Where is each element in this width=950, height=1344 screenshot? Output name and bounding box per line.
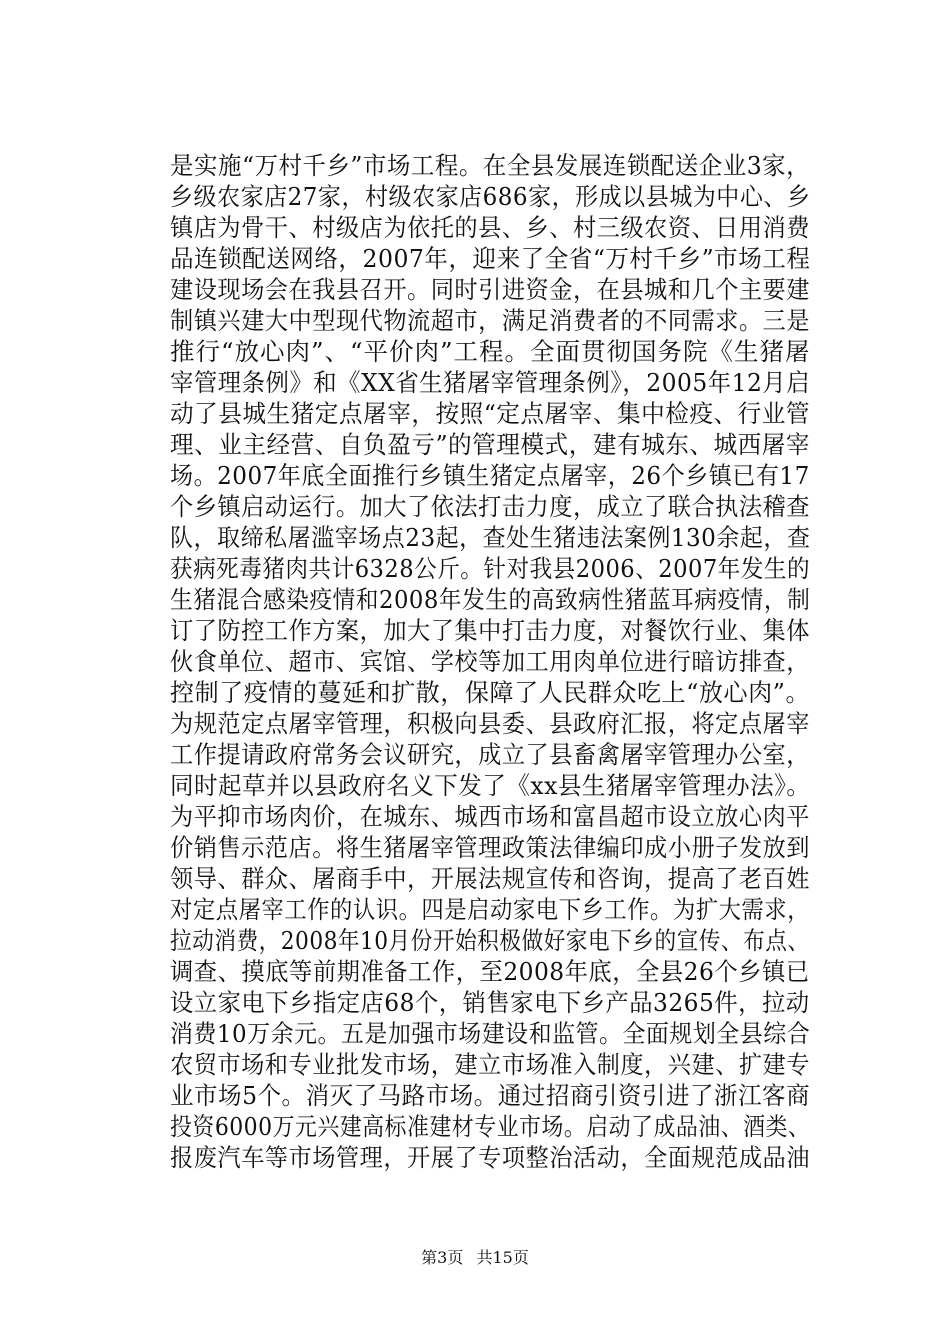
text-line: 制镇兴建大中型现代物流超市，满足消费者的不同需求。三是: [170, 306, 810, 335]
text-line: 订了防控工作方案，加大了集中打击力度，对餐饮行业、集体: [170, 616, 810, 645]
text-line: 价销售示范店。将生猪屠宰管理政策法律编印成小册子发放到: [170, 833, 810, 862]
text-line: 控制了疫情的蔓延和扩散，保障了人民群众吃上“放心肉”。: [170, 678, 811, 707]
body-text: [170, 150, 810, 1173]
text-line: 设立家电下乡指定店68个，销售家电下乡产品3265件，拉动: [170, 988, 810, 1017]
text-line: 报废汽车等市场管理，开展了专项整治活动，全面规范成品油: [170, 1143, 810, 1172]
page-number: 第3页: [421, 1248, 464, 1267]
text-line: 对定点屠宰工作的认识。四是启动家电下乡工作。为扩大需求，: [170, 895, 811, 924]
text-line: 为平抑市场肉价，在城东、城西市场和富昌超市设立放心肉平: [170, 802, 810, 831]
text-line: 消费10万余元。五是加强市场建设和监管。全面规划全县综合: [170, 1019, 811, 1048]
text-line: 建设现场会在我县召开。同时引进资金，在县城和几个主要建: [170, 275, 810, 304]
text-line: 是实施“万村千乡”市场工程。在全县发展连锁配送企业3家，: [170, 151, 811, 180]
text-line: 调查、摸底等前期准备工作，至2008年底，全县26个乡镇已: [170, 957, 810, 986]
text-line: 宰管理条例》和《XX省生猪屠宰管理条例》，2005年12月启: [170, 368, 811, 397]
text-line: 生猪混合感染疫情和2008年发生的高致病性猪蓝耳病疫情，制: [170, 585, 811, 614]
text-line: 获病死毒猪肉共计6328公斤。针对我县2006、2007年发生的: [170, 554, 811, 583]
text-line: 场。2007年底全面推行乡镇生猪定点屠宰，26个乡镇已有17: [170, 461, 810, 490]
text-line: 乡级农家店27家，村级农家店686家，形成以县城为中心、乡: [170, 182, 811, 211]
text-line: 品连锁配送网络，2007年，迎来了全省“万村千乡”市场工程: [170, 244, 811, 273]
text-line: 领导、群众、屠商手中，开展法规宣传和咨询，提高了老百姓: [170, 864, 810, 893]
text-line: 伙食单位、超市、宾馆、学校等加工用肉单位进行暗访排查，: [170, 647, 810, 676]
page-total: 共15页: [476, 1248, 529, 1267]
text-line: 工作提请政府常务会议研究，成立了县畜禽屠宰管理办公室，: [170, 740, 810, 769]
text-line: 投资6000万元兴建高标准建材专业市场。启动了成品油、酒类、: [170, 1112, 811, 1141]
text-line: 队，取缔私屠滥宰场点23起，查处生猪违法案例130余起，查: [170, 523, 811, 552]
text-line: 业市场5个。消灭了马路市场。通过招商引资引进了浙江客商: [170, 1081, 811, 1110]
text-line: 同时起草并以县政府名义下发了《xx县生猪屠宰管理办法》。: [170, 771, 811, 800]
text-line: 个乡镇启动运行。加大了依法打击力度，成立了联合执法稽查: [170, 492, 810, 521]
text-line: 拉动消费，2008年10月份开始积极做好家电下乡的宣传、布点、: [170, 926, 810, 955]
text-line: 为规范定点屠宰管理，积极向县委、县政府汇报，将定点屠宰: [170, 709, 810, 738]
text-line: 镇店为骨干、村级店为依托的县、乡、村三级农资、日用消费: [170, 213, 810, 242]
text-line: 理、业主经营、自负盈亏”的管理模式，建有城东、城西屠宰: [170, 430, 811, 459]
text-line: 动了县城生猪定点屠宰，按照“定点屠宰、集中检疫、行业管: [170, 399, 811, 428]
page-footer: [0, 1245, 950, 1268]
text-line: 推行“放心肉”、“平价肉”工程。全面贯彻国务院《生猪屠: [170, 337, 810, 366]
text-line: 农贸市场和专业批发市场，建立市场准入制度，兴建、扩建专: [170, 1050, 810, 1079]
